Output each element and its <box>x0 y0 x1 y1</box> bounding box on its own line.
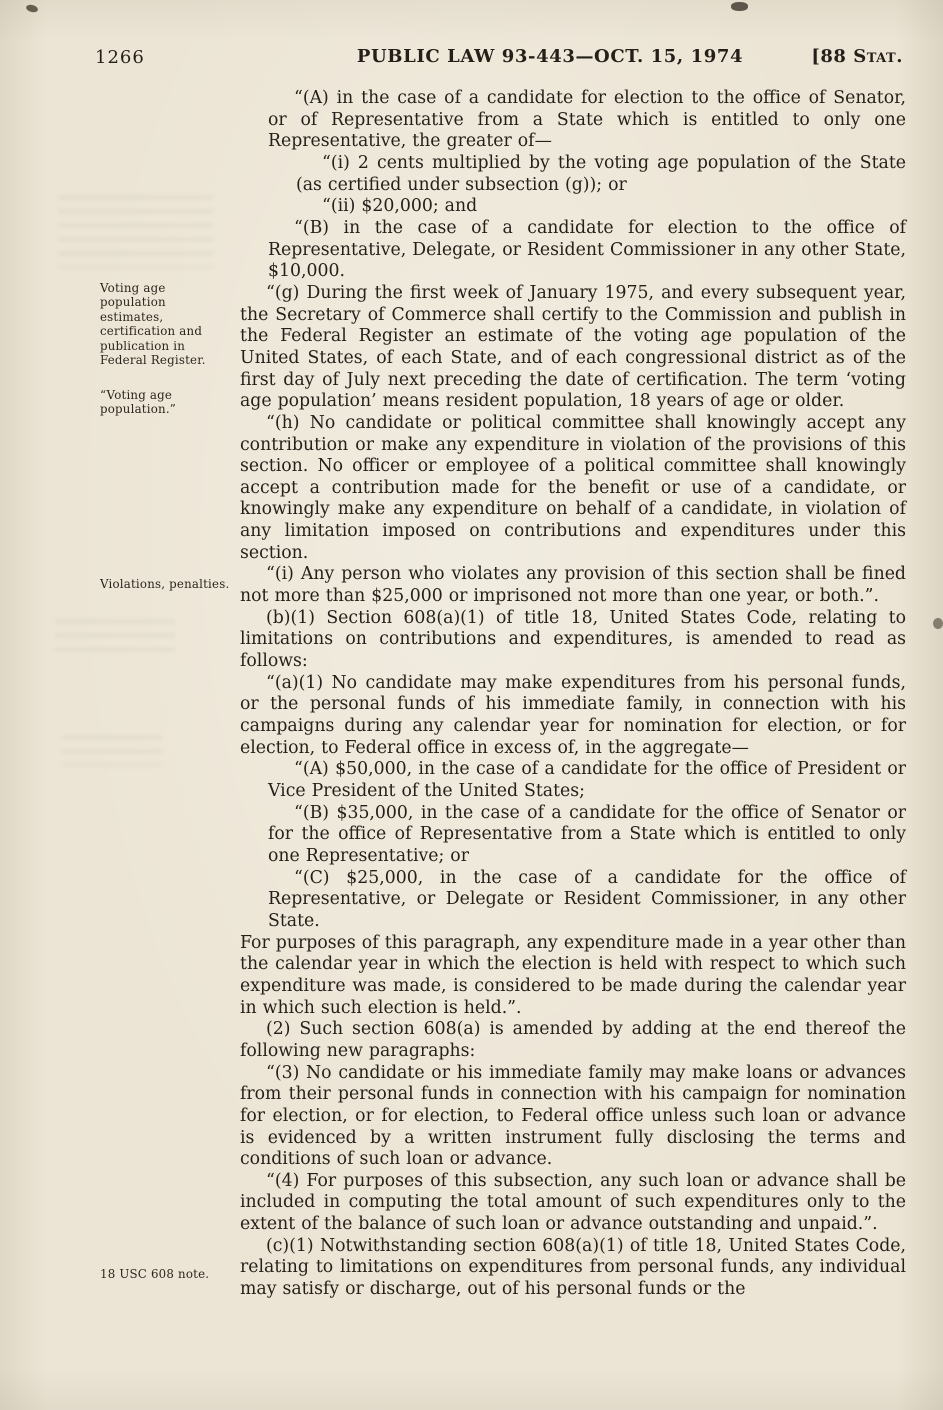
statute-paragraph: (c)(1) Notwithstanding section 608(a)(1) of title 18, United States Code, relating to limitations on expenditures from personal funds, any individual may satisfy or discharge, out of his personal funds or the <box>240 1235 906 1300</box>
ink-bleed-ghost <box>55 620 175 662</box>
statute-paragraph: (b)(1) Section 608(a)(1) of title 18, United States Code, relating to limitations on contributions and expenditures, is amended to read as follows: <box>240 607 906 672</box>
margin-note-voting-age-certification: Voting age population estimates, certification and publication in Federal Register. <box>100 281 206 368</box>
statute-paragraph: “(A) $50,000, in the case of a candidate for the office of President or Vice President of the United States; <box>268 759 906 801</box>
statute-paragraph: “(4) For purposes of this subsection, any such loan or advance shall be included in computing the total amount of such expenditures only to the extent of the balance of such loan or advance outstanding and unpaid.”. <box>240 1170 906 1235</box>
scan-artifact <box>25 4 38 14</box>
page-header <box>0 46 943 72</box>
statute-paragraph: For purposes of this paragraph, any expenditure made in a year other than the calendar year in which the election is held with respect to which such expenditure was made, is considered to be made during the calendar year in which such election is held.”. <box>240 932 906 1018</box>
statute-paragraph: “(i) 2 cents multiplied by the voting age population of the State (as certified under subsection (g)); or <box>296 152 906 195</box>
statute-paragraph: “(3) No candidate or his immediate family may make loans or advances from their personal funds in connection with his campaign for nomination for election, or for election, to Federal office unless such loan or advance is evidenced by a written instrument fully disclosing the terms and conditions of such loan or advance. <box>240 1062 906 1170</box>
margin-note-voting-age-population: “Voting age population.” <box>100 388 177 417</box>
statute-paragraph: “(A) in the case of a candidate for election to the office of Senator, or of Representative from a State which is entitled to only one Representative, the greater of— <box>268 88 906 152</box>
ink-bleed-ghost <box>58 196 213 268</box>
statute-paragraph: “(B) in the case of a candidate for election to the office of Representative, Delegate, or Resident Commissioner in any other State, $10,000. <box>268 217 906 282</box>
statute-paragraph: “(B) $35,000, in the case of a candidate for the office of Senator or for the office of Representative from a State which is entitled to only one Representative; or <box>268 802 906 866</box>
statute-paragraph: “(h) No candidate or political committee shall knowingly accept any contribution or make any expenditure in violation of the provisions of this section. No officer or employee of a political committee shall knowingly accept a contribution made for the benefit or use of a candidate, or knowingly make any expenditure on behalf of a candidate, in violation of any limitation imposed on contributions and expenditures under this section. <box>240 412 906 563</box>
statute-paragraph: (2) Such section 608(a) is amended by adding at the end thereof the following new paragraphs: <box>240 1019 906 1061</box>
page-number: 1266 <box>95 47 145 68</box>
margin-note-18-usc-608: 18 USC 608 note. <box>100 1267 210 1281</box>
statutes-citation: [88 Stat. <box>811 46 903 67</box>
statute-paragraph: “(g) During the first week of January 1975, and every subsequent year, the Secretary of Commerce shall certify to the Commission and publish in the Federal Register an estimate of the voting age population of the United States, of each State, and of each congressional district as of the first day of July next preceding the date of certification. The term ‘voting age population’ means resident population, 18 years of age or older. <box>240 282 906 412</box>
statute-paragraph: “(ii) $20,000; and <box>322 196 478 217</box>
scan-artifact <box>731 2 748 11</box>
statute-paragraph: “(a)(1) No candidate may make expenditures from his personal funds, or the personal funds of his immediate family, in connection with his campaigns during any calendar year for nomination for election, or for election, to Federal office in excess of, in the aggregate— <box>240 672 906 758</box>
scan-artifact <box>933 618 943 629</box>
statute-paragraph: “(C) $25,000, in the case of a candidate for the office of Representative, or Delegate or Resident Commissioner, in any other State. <box>268 867 906 931</box>
statute-body-text <box>240 88 906 1301</box>
ink-bleed-ghost <box>62 736 162 766</box>
margin-note-violations-penalties: Violations, penalties. <box>100 577 230 591</box>
statute-paragraph: “(i) Any person who violates any provision of this section shall be fined not more than $25,000 or imprisoned not more than one year, or both.”. <box>240 564 906 607</box>
header-title: PUBLIC LAW 93-443—OCT. 15, 1974 <box>356 46 744 67</box>
